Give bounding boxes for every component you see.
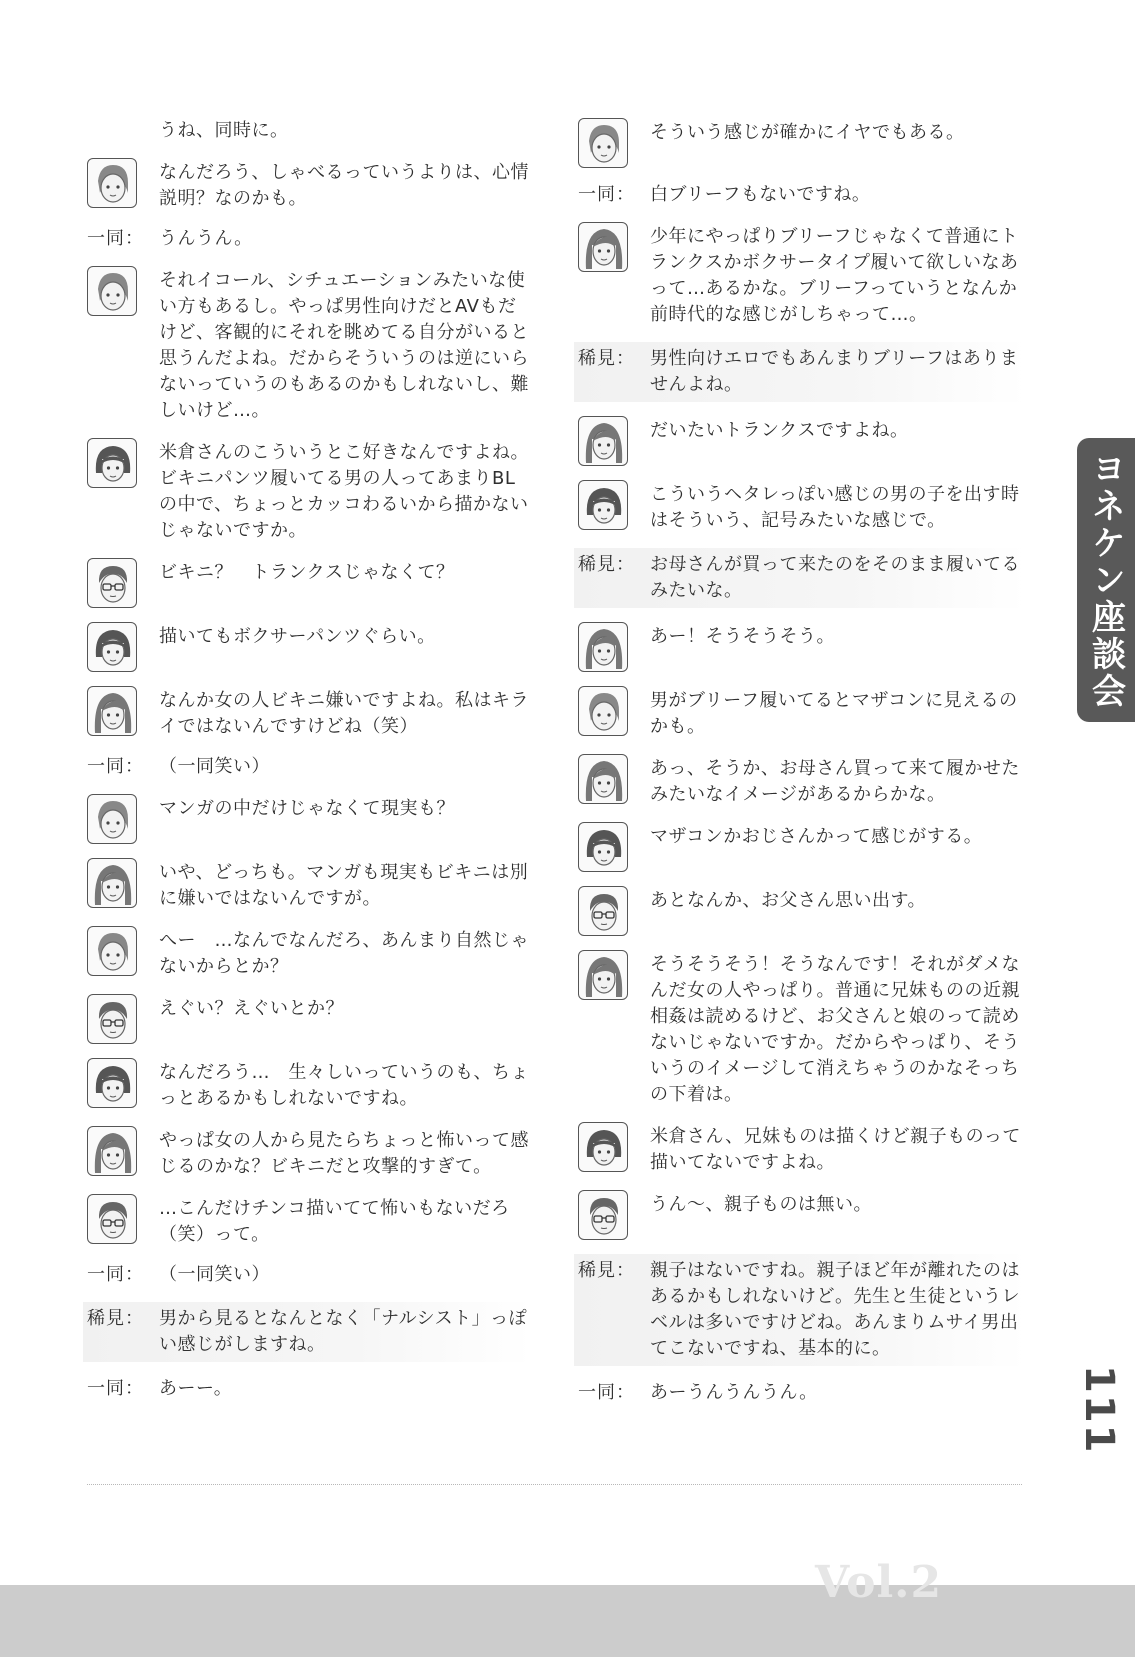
dialogue-row	[87, 226, 532, 252]
dialogue-text: やっぱ女の人から見たらちょっと怖いって感じるのかな？ビキニだと攻撃的すぎて。	[159, 1130, 529, 1177]
dialogue-row	[578, 822, 1026, 872]
dialogue-text: ビキニ？ トランクスじゃなくて？	[159, 562, 455, 583]
speaker-cell	[87, 226, 159, 252]
round-face-avatar	[578, 686, 628, 736]
dialogue-row	[578, 622, 1026, 672]
dialogue-row	[578, 1122, 1026, 1176]
speaker-cell	[87, 1376, 159, 1402]
speaker-cell	[578, 1122, 650, 1172]
speaker-cell	[87, 754, 159, 780]
long-hair-avatar	[87, 686, 137, 736]
side-tab-label: ヨネケン座談会	[1085, 450, 1126, 710]
speaker-cell	[87, 926, 159, 976]
dialogue-text: お母さんが買って来たのをそのまま履いてるみたいな。	[650, 554, 1020, 601]
speaker-label: 稀見：	[578, 1260, 635, 1281]
dialogue-row	[87, 118, 532, 144]
dialogue-row	[87, 622, 532, 672]
footer-band	[0, 1585, 1135, 1657]
page-number: 111	[1076, 1365, 1122, 1455]
dialogue-text: あー！そうそうそう。	[650, 626, 835, 647]
dialogue-row	[578, 686, 1026, 740]
speaker-label: 一同：	[87, 1264, 144, 1285]
speaker-label: 稀見：	[87, 1308, 144, 1329]
speaker-cell	[578, 118, 650, 168]
dialogue-text: マンガの中だけじゃなくて現実も？	[159, 798, 455, 819]
dialogue-text: 少年にやっぱりブリーフじゃなくて普通にトランクスかボクサータイプ履いて欲しいなあって…あるかな。ブリーフっていうとなんか前時代的な感じがしちゃって…。	[650, 226, 1019, 325]
long-hair-avatar	[578, 222, 628, 272]
speaker-cell	[578, 754, 650, 804]
speaker-cell	[578, 622, 650, 672]
dialogue-text: （一同笑い）	[159, 756, 270, 777]
round-face-avatar	[87, 266, 137, 316]
speaker-cell	[578, 1190, 650, 1240]
dialogue-text: うね、同時に。	[159, 120, 289, 141]
dialogue-text: えぐい？えぐいとか？	[159, 998, 344, 1019]
dialogue-text: 白ブリーフもないですね。	[650, 184, 871, 205]
speaker-cell	[87, 1194, 159, 1244]
speaker-cell	[578, 222, 650, 272]
glasses-avatar	[87, 1194, 137, 1244]
speaker-label: 一同：	[87, 756, 144, 777]
speaker-cell	[578, 686, 650, 736]
dialogue-text: それイコール、シチュエーションみたいな使い方もあるし。やっぱ男性向けだとAVもだけど、客観的にそれを眺めてる自分がいると思うんだよね。だからそういうのは逆にいらないっていうのもあるのかもしれないし、難しいけど…。	[159, 270, 529, 421]
dialogue-row	[578, 480, 1026, 534]
long-hair-avatar	[87, 858, 137, 908]
dialogue-row	[578, 754, 1026, 808]
dialogue-row	[578, 886, 1026, 936]
speaker-cell	[578, 346, 650, 372]
round-face-avatar	[578, 118, 628, 168]
dialogue-row	[578, 1380, 1026, 1406]
dialogue-row	[87, 158, 532, 212]
dialogue-text: そうそうそう！そうなんです！それがダメなんだ女の人やっぱり。普通に兄妹ものの近親相姦は読めるけど、お父さんと娘のって読めないじゃないですか。だからやっぱり、そういうのイメージして消えちゃうのかなそっちの下着は。	[650, 954, 1020, 1105]
dialogue-text: 男性向けエロでもあんまりブリーフはありませんよね。	[650, 348, 1019, 395]
dialogue-text: 男から見るとなんとなく「ナルシスト」っぽい感じがしますね。	[159, 1308, 528, 1355]
speaker-label: 一同：	[578, 184, 635, 205]
dialogue-row	[87, 266, 532, 424]
speaker-label: 一同：	[87, 1378, 144, 1399]
speaker-cell	[578, 416, 650, 466]
dialogue-row	[87, 1376, 532, 1402]
dialogue-row	[87, 438, 532, 544]
dialogue-row	[578, 416, 1026, 466]
dialogue-text: あっ、そうか、お母さん買って来て履かせたみたいなイメージがあるからかな。	[650, 758, 1020, 805]
dialogue-row	[578, 222, 1026, 328]
dialogue-text: なんか女の人ビキニ嫌いですよね。私はキライではないんですけどね（笑）	[159, 690, 529, 737]
divider-rule	[87, 1484, 1022, 1485]
speaker-cell	[87, 1262, 159, 1288]
dialogue-text: 描いてもボクサーパンツぐらい。	[159, 626, 436, 647]
speaker-label: 一同：	[87, 228, 144, 249]
dialogue-text: …こんだけチンコ描いてて怖いもないだろ（笑）って。	[159, 1198, 510, 1245]
long-hair-avatar	[578, 622, 628, 672]
speaker-cell	[578, 1380, 650, 1406]
bob-hair-avatar	[87, 622, 137, 672]
speaker-cell	[578, 886, 650, 936]
speaker-cell	[87, 158, 159, 208]
dialogue-text: あとなんか、お父さん思い出す。	[650, 890, 927, 911]
right-column	[578, 118, 1026, 1420]
dialogue-text: こういうヘタレっぽい感じの男の子を出す時はそういう、記号みたいな感じで。	[650, 484, 1020, 531]
dialogue-row	[578, 1190, 1026, 1240]
bob-hair-avatar	[87, 1058, 137, 1108]
speaker-cell	[87, 118, 159, 144]
dialogue-text: あーー。	[159, 1378, 233, 1399]
dialogue-text: へー …なんでなんだろ、あんまり自然じゃないからとか？	[159, 930, 529, 977]
speaker-cell	[87, 1058, 159, 1108]
bob-hair-avatar	[578, 1122, 628, 1172]
speaker-cell	[87, 686, 159, 736]
dialogue-text: 米倉さん、兄妹ものは描くけど親子ものって描いてないですよね。	[650, 1126, 1021, 1173]
long-hair-avatar	[578, 416, 628, 466]
speaker-label: 一同：	[578, 1382, 635, 1403]
round-face-avatar	[87, 158, 137, 208]
dialogue-row	[574, 1254, 1026, 1366]
glasses-avatar	[87, 558, 137, 608]
dialogue-text: マザコンかおじさんかって感じがする。	[650, 826, 983, 847]
dialogue-row	[87, 1262, 532, 1288]
dialogue-row	[87, 1058, 532, 1112]
long-hair-avatar	[578, 950, 628, 1000]
dialogue-row	[87, 1126, 532, 1180]
dialogue-row	[87, 858, 532, 912]
glasses-avatar	[578, 1190, 628, 1240]
dialogue-text: なんだろう、しゃべるっていうよりは、心情説明？なのかも。	[159, 162, 529, 209]
left-column	[87, 118, 532, 1416]
speaker-cell	[578, 552, 650, 578]
glasses-avatar	[87, 994, 137, 1044]
dialogue-row	[87, 1194, 532, 1248]
volume-label: Vol.2	[815, 1557, 943, 1608]
speaker-cell	[87, 438, 159, 488]
dialogue-row	[87, 994, 532, 1044]
dialogue-text: なんだろう… 生々しいっていうのも、ちょっとあるかもしれないですね。	[159, 1062, 529, 1109]
speaker-cell	[87, 622, 159, 672]
dialogue-row	[87, 926, 532, 980]
dialogue-row	[578, 182, 1026, 208]
speaker-cell	[578, 182, 650, 208]
round-face-avatar	[87, 926, 137, 976]
bob-hair-avatar	[87, 438, 137, 488]
dialogue-text: いや、どっちも。マンガも現実もビキニは別に嫌いではないんですが。	[159, 862, 529, 909]
dialogue-row	[578, 118, 1026, 168]
dialogue-text: そういう感じが確かにイヤでもある。	[650, 122, 965, 143]
long-hair-avatar	[87, 1126, 137, 1176]
bob-hair-avatar	[578, 822, 628, 872]
dialogue-row	[87, 558, 532, 608]
bob-hair-avatar	[578, 480, 628, 530]
speaker-cell	[578, 1258, 650, 1284]
speaker-cell	[87, 1306, 159, 1332]
dialogue-text: だいたいトランクスですよね。	[650, 420, 909, 441]
speaker-cell	[87, 994, 159, 1044]
dialogue-row	[87, 754, 532, 780]
dialogue-row	[87, 794, 532, 844]
speaker-cell	[87, 858, 159, 908]
dialogue-row	[578, 950, 1026, 1108]
dialogue-text: 男がブリーフ履いてるとマザコンに見えるのかも。	[650, 690, 1018, 737]
speaker-cell	[578, 950, 650, 1000]
speaker-cell	[87, 266, 159, 316]
section-side-tab	[1077, 438, 1135, 722]
dialogue-row	[574, 342, 1026, 402]
speaker-cell	[87, 1126, 159, 1176]
speaker-cell	[87, 794, 159, 844]
dialogue-text: あーうんうんうん。	[650, 1382, 818, 1403]
speaker-cell	[578, 822, 650, 872]
glasses-avatar	[578, 886, 628, 936]
long-hair-avatar	[578, 754, 628, 804]
speaker-cell	[87, 558, 159, 608]
dialogue-text: 親子はないですね。親子ほど年が離れたのはあるかもしれないけど。先生と生徒というレベルは多いですけどね。あんまりムサイ男出てこないですね、基本的に。	[650, 1260, 1020, 1359]
speaker-label: 稀見：	[578, 554, 635, 575]
dialogue-text: 米倉さんのこういうとこ好きなんですよね。ビキニパンツ履いてる男の人ってあまりBLの中で、ちょっとカッコわるいから描かないじゃないですか。	[159, 442, 529, 541]
dialogue-text: （一同笑い）	[159, 1264, 270, 1285]
speaker-label: 稀見：	[578, 348, 635, 369]
dialogue-row	[574, 548, 1026, 608]
dialogue-text: うん～、親子ものは無い。	[650, 1194, 872, 1215]
dialogue-text: うんうん。	[159, 228, 253, 249]
dialogue-row	[83, 1302, 532, 1362]
speaker-cell	[578, 480, 650, 530]
round-face-avatar	[87, 794, 137, 844]
dialogue-row	[87, 686, 532, 740]
